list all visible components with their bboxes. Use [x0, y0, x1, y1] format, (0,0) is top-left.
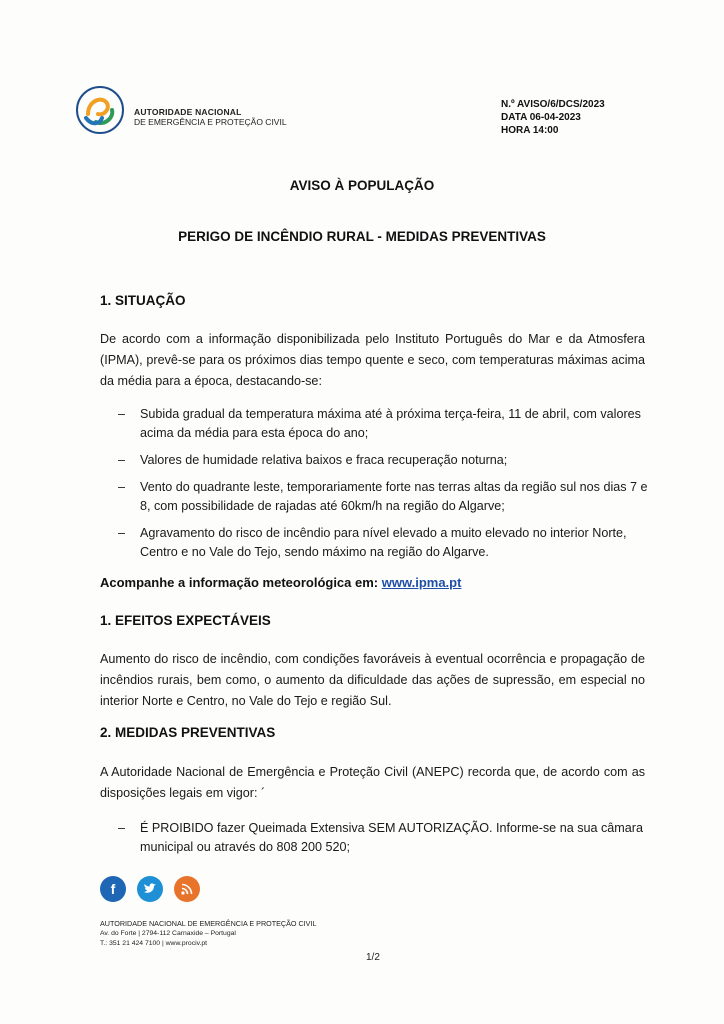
- org-name-line1: AUTORIDADE NACIONAL: [134, 107, 242, 117]
- medidas-intro: A Autoridade Nacional de Emergência e Proteção Civil (ANEPC) recorda que, de acordo com as disposições legais em vigor: ´: [100, 765, 645, 800]
- list-item: – Valores de humidade relativa baixos e fraca recuperação noturna;: [118, 453, 508, 467]
- document-reference: N.º AVISO/6/DCS/2023: [501, 99, 605, 110]
- medidas-list: [118, 819, 648, 865]
- footer-address: [100, 919, 316, 949]
- twitter-icon[interactable]: [137, 876, 163, 902]
- rss-icon[interactable]: [174, 876, 200, 902]
- document-time: HORA 14:00: [501, 125, 559, 136]
- section-heading-medidas: 2. MEDIDAS PREVENTIVAS: [100, 725, 276, 740]
- document-date: DATA 06-04-2023: [501, 112, 581, 123]
- facebook-icon[interactable]: f: [100, 876, 126, 902]
- document-info: [501, 98, 605, 137]
- efeitos-text: Aumento do risco de incêndio, com condições favoráveis à eventual ocorrência e propagação de incêndios rurais, bem como, o aumento da dificuldade das ações de supressão, em especial no interior Norte e Centro, no Vale do Tejo e região Sul.: [100, 652, 645, 708]
- list-item: – Vento do quadrante leste, temporariamente forte nas terras altas da região sul nos dias 7 e 8, com possibilidade de rajadas até 60km/h na região do Algarve;: [118, 480, 648, 513]
- list-item: – Subida gradual da temperatura máxima até à próxima terça-feira, 11 de abril, com valores acima da média para esta época do ano;: [118, 407, 641, 440]
- org-name-line2: DE EMERGÊNCIA E PROTEÇÃO CIVIL: [134, 117, 287, 127]
- anepc-logo: [74, 84, 126, 136]
- section-heading-efeitos: 1. EFEITOS EXPECTÁVEIS: [100, 613, 271, 628]
- ipma-link[interactable]: www.ipma.pt: [381, 575, 462, 590]
- follow-info: [100, 575, 461, 590]
- org-name: [134, 107, 287, 127]
- section-heading-situacao: 1. SITUAÇÃO: [100, 293, 186, 308]
- page-number: 1/2: [366, 952, 380, 963]
- footer-street: Av. do Forte | 2794-112 Carnaxide – Portugal: [100, 930, 236, 937]
- footer-contact: T.: 351 21 424 7100 | www.prociv.pt: [100, 940, 208, 947]
- list-item: – Agravamento do risco de incêndio para nível elevado a muito elevado no interior Norte, Centro e no Vale do Tejo, sendo máximo na região do Algarve.: [118, 526, 627, 559]
- situacao-list: [118, 405, 648, 570]
- list-item: – É PROIBIDO fazer Queimada Extensiva SEM AUTORIZAÇÃO. Informe-se na sua câmara municipal ou através do 808 200 520;: [118, 821, 643, 854]
- situacao-intro: De acordo com a informação disponibilizada pelo Instituto Português do Mar e da Atmosfera (IPMA), prevê-se para os próximos dias tempo quente e seco, com temperaturas máximas acima da média para a época, destacando-se:: [100, 332, 645, 388]
- footer-org: AUTORIDADE NACIONAL DE EMERGÊNCIA E PROTEÇÃO CIVIL: [100, 919, 317, 928]
- document-subtitle: PERIGO DE INCÊNDIO RURAL - MEDIDAS PREVENTIVAS: [178, 229, 546, 244]
- follow-text: Acompanhe a informação meteorológica em:: [100, 575, 379, 590]
- document-title: AVISO À POPULAÇÃO: [289, 178, 435, 193]
